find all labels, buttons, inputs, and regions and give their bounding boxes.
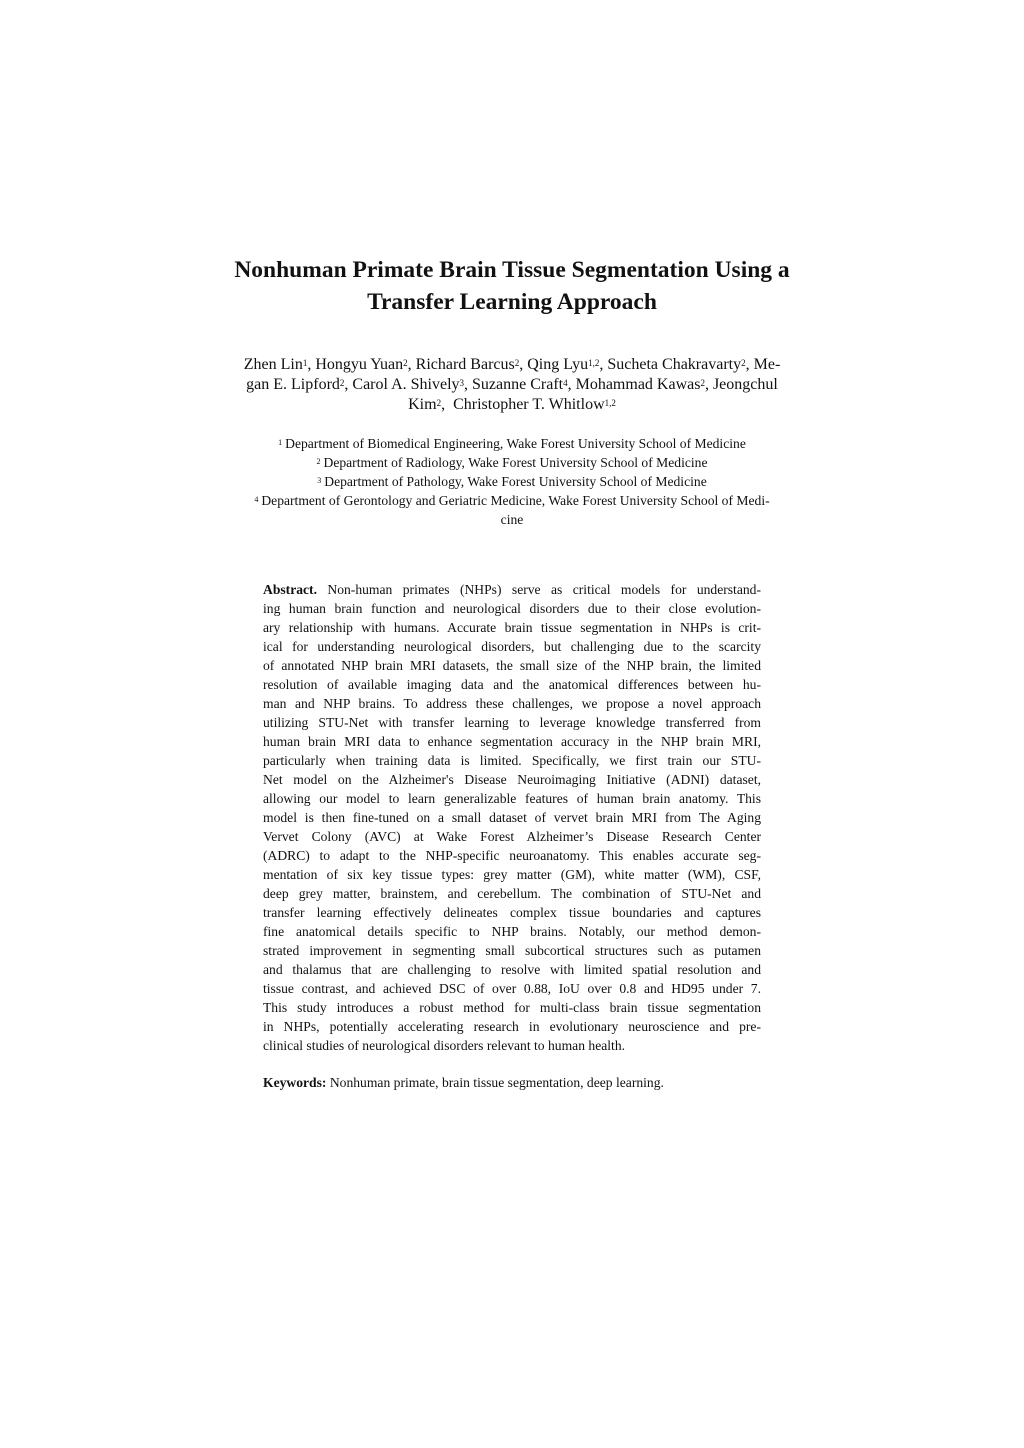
- author-name: Sucheta Chakravarty: [607, 356, 742, 373]
- author-line: [210, 395, 814, 415]
- abstract-line: [263, 675, 761, 694]
- affiliation-text: Department of Radiology, Wake Forest University School of Medicine: [323, 455, 708, 470]
- author-affiliation-mark: 4: [563, 378, 568, 388]
- author-affiliation-mark: 1,2: [604, 398, 616, 408]
- abstract-line: [263, 941, 761, 960]
- abstract-line: [263, 960, 761, 979]
- author-name: Zhen Lin: [243, 356, 303, 373]
- abstract-line: [263, 618, 761, 637]
- abstract-text: ing human brain function and neurological disorders due to their close evolution-: [263, 601, 761, 616]
- author-affiliation-mark: 2: [741, 358, 746, 368]
- abstract-text: utilizing STU-Net with transfer learning to leverage knowledge transferred from: [263, 715, 761, 730]
- abstract-text: This study introduces a robust method for multi-class brain tissue segmentation: [263, 1000, 761, 1015]
- affiliation-number: 1: [278, 438, 283, 447]
- author-separator: ,: [464, 376, 473, 393]
- abstract-text: transfer learning effectively delineates complex tissue boundaries and captures: [263, 905, 761, 920]
- author-separator: ,: [441, 396, 454, 413]
- author-name: Carol A. Shively: [352, 376, 460, 393]
- abstract-line: [263, 599, 761, 618]
- author-line: [210, 375, 814, 395]
- affiliation-line: [200, 491, 824, 510]
- abstract-line: [263, 998, 761, 1017]
- abstract-text: of annotated NHP brain MRI datasets, the small size of the NHP brain, the limited: [263, 658, 761, 673]
- affiliation-number: 2: [316, 457, 321, 466]
- abstract-line: [263, 656, 761, 675]
- affiliation-text: Department of Pathology, Wake Forest University School of Medicine: [324, 474, 707, 489]
- author-line: [210, 355, 814, 375]
- abstract-text: Non-human primates (NHPs) serve as critical models for understand-: [316, 582, 761, 597]
- affiliation-text: cine: [500, 512, 524, 527]
- affiliation-line: [200, 453, 824, 472]
- title-line: Nonhuman Primate Brain Tissue Segmentation Using a: [234, 257, 790, 283]
- affiliation-list: [200, 434, 824, 529]
- abstract-text: ary relationship with humans. Accurate brain tissue segmentation in NHPs is crit-: [263, 620, 761, 635]
- abstract-text: mentation of six key tissue types: grey matter (GM), white matter (WM), CSF,: [263, 867, 761, 882]
- author-affiliation-mark: 1,2: [588, 358, 600, 368]
- abstract-line: [263, 789, 761, 808]
- abstract-text: Net model on the Alzheimer's Disease Neuroimaging Initiative (ADNI) dataset,: [263, 772, 761, 787]
- abstract-label: Abstract.: [263, 582, 317, 597]
- abstract-line: [263, 922, 761, 941]
- abstract-text: man and NHP brains. To address these challenges, we propose a novel approach: [263, 696, 761, 711]
- abstract-line: [263, 903, 761, 922]
- author-separator: ,: [407, 356, 416, 373]
- affiliation-number: 3: [317, 476, 322, 485]
- author-separator: ,: [307, 356, 316, 373]
- author-affiliation-mark: 2: [339, 378, 345, 388]
- abstract-text: allowing our model to learn generalizable features of human brain anatomy. This: [263, 791, 761, 806]
- author-name: Kim: [408, 396, 437, 413]
- author-affiliation-mark: 3: [459, 378, 465, 388]
- affiliation-line: [200, 434, 824, 453]
- abstract-line: [263, 884, 761, 903]
- abstract-line: [263, 694, 761, 713]
- author-separator: ,: [344, 376, 353, 393]
- author-separator: ,: [567, 376, 576, 393]
- abstract-line: [263, 808, 761, 827]
- abstract-text: deep grey matter, brainstem, and cerebellum. The combination of STU-Net and: [263, 886, 761, 901]
- author-affiliation-mark: 1: [302, 358, 308, 368]
- abstract-line: [263, 827, 761, 846]
- abstract-line: [263, 637, 761, 656]
- abstract-text: ical for understanding neurological disorders, but challenging due to the scarcity: [263, 639, 761, 654]
- author-name: Qing Lyu: [527, 356, 589, 373]
- abstract-text: clinical studies of neurological disorders relevant to human health.: [263, 1038, 626, 1053]
- author-affiliation-mark: 2: [700, 378, 705, 388]
- keywords-label: Keywords:: [263, 1075, 327, 1090]
- author-affiliation-mark: 2: [436, 398, 442, 408]
- abstract-text: and thalamus that are challenging to resolve with limited spatial resolution and: [263, 962, 761, 977]
- paper-title: [200, 254, 824, 318]
- abstract-line: [263, 751, 761, 770]
- author-name: Suzanne Craft: [472, 376, 564, 393]
- author-name: Mohammad Kawas: [575, 376, 701, 393]
- abstract-line: [263, 713, 761, 732]
- author-name: Hongyu Yuan: [315, 356, 404, 373]
- abstract-line: [263, 846, 761, 865]
- abstract-text: in NHPs, potentially accelerating research in evolutionary neuroscience and pre-: [263, 1019, 761, 1034]
- author-separator: ,: [519, 356, 528, 373]
- abstract-line: [263, 1017, 761, 1036]
- author-affiliation-mark: 2: [514, 358, 520, 368]
- author-separator: , Jeongchul: [704, 376, 778, 393]
- abstract-text: fine anatomical details specific to NHP brains. Notably, our method demon-: [263, 924, 761, 939]
- author-name: gan E. Lipford: [246, 376, 340, 393]
- author-name: Richard Barcus: [415, 356, 515, 373]
- abstract-text: human brain MRI data to enhance segmentation accuracy in the NHP brain MRI,: [263, 734, 761, 749]
- affiliation-text: Department of Biomedical Engineering, Wake Forest University School of Medicine: [285, 436, 746, 451]
- abstract-line: [263, 979, 761, 998]
- affiliation-line: [200, 472, 824, 491]
- abstract-line: [263, 1036, 761, 1055]
- abstract-text: strated improvement in segmenting small subcortical structures such as putamen: [263, 943, 761, 958]
- abstract-text: (ADRC) to adapt to the NHP-specific neuroanatomy. This enables accurate seg-: [263, 848, 761, 863]
- affiliation-number: 4: [254, 495, 259, 504]
- affiliation-text: Department of Gerontology and Geriatric Medicine, Wake Forest University School of Medi-: [261, 493, 770, 508]
- affiliation-line: [200, 510, 824, 529]
- abstract-line: [263, 865, 761, 884]
- abstract-text: Vervet Colony (AVC) at Wake Forest Alzheimer’s Disease Research Center: [263, 829, 761, 844]
- author-affiliation-mark: 2: [403, 358, 408, 368]
- author-separator: , Me-: [745, 356, 781, 373]
- abstract-text: model is then fine-tuned on a small dataset of vervet brain MRI from The Aging: [263, 810, 761, 825]
- abstract: [263, 580, 761, 1055]
- keywords-text: Nonhuman primate, brain tissue segmentation, deep learning.: [326, 1075, 664, 1090]
- author-list: [210, 355, 814, 415]
- title-line: Transfer Learning Approach: [367, 289, 657, 315]
- author-separator: ,: [599, 356, 608, 373]
- abstract-text: particularly when training data is limited. Specifically, we first train our STU-: [263, 753, 761, 768]
- abstract-text: resolution of available imaging data and the anatomical differences between hu-: [263, 677, 761, 692]
- abstract-line: [263, 580, 761, 599]
- abstract-line: [263, 732, 761, 751]
- keywords: [263, 1073, 761, 1092]
- abstract-line: [263, 770, 761, 789]
- author-name: Christopher T. Whitlow: [453, 396, 605, 413]
- abstract-text: tissue contrast, and achieved DSC of over 0.88, IoU over 0.8 and HD95 under 7.: [263, 981, 761, 996]
